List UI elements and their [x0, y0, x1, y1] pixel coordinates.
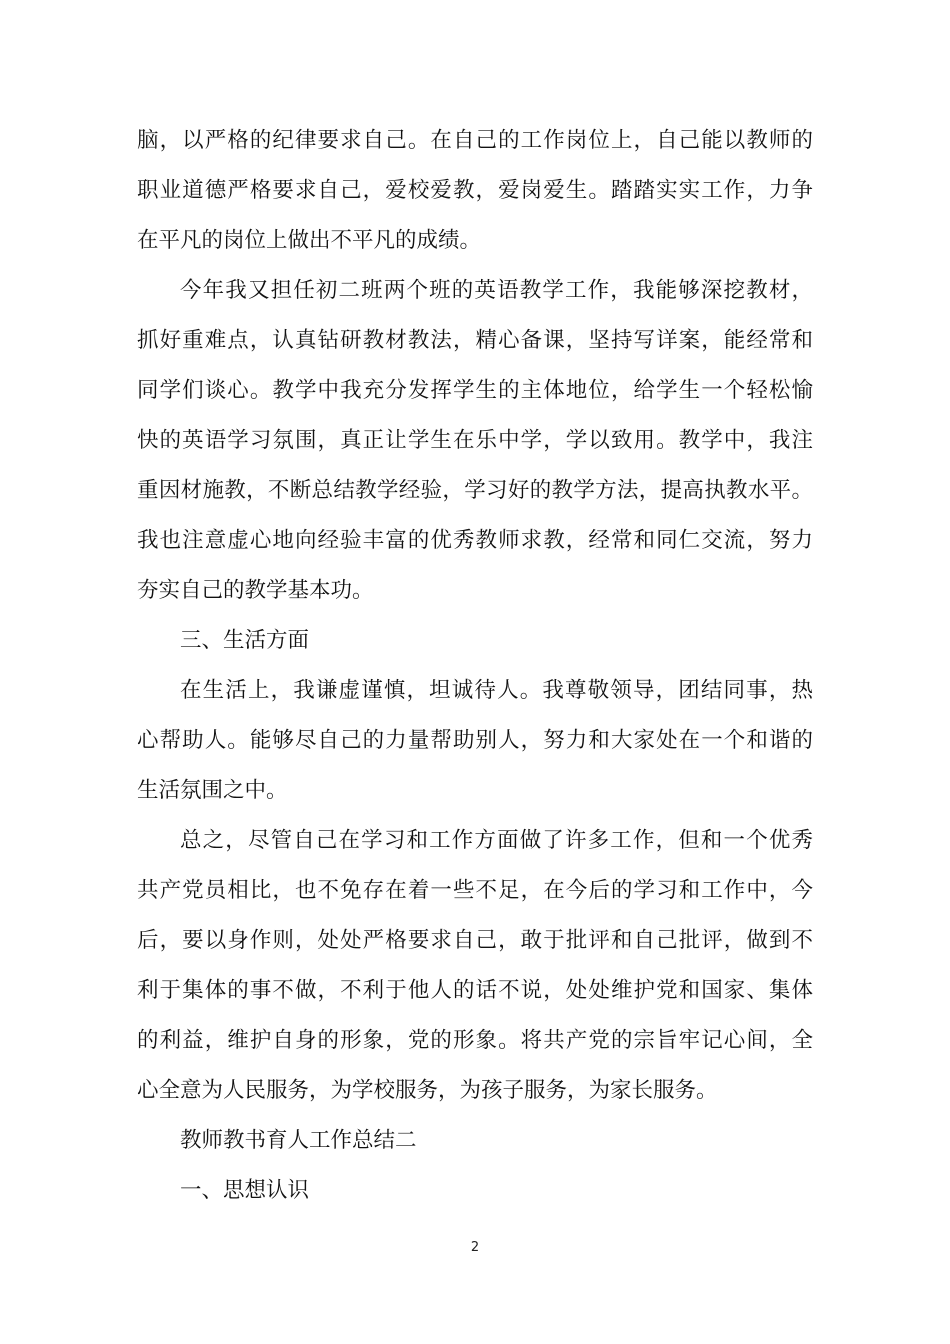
text-line: 共产党员相比，也不免存在着一些不足，在今后的学习和工作中，今 — [137, 878, 813, 903]
text-line: 快的英语学习氛围，真正让学生在乐中学，学以致用。教学中，我注 — [137, 428, 813, 453]
text-line: 利于集体的事不做，不利于他人的话不说，处处维护党和国家、集体 — [137, 978, 813, 1003]
text-line: 抓好重难点，认真钻研教材教法，精心备课，坚持写详案，能经常和 — [137, 328, 813, 353]
text-line: 我也注意虚心地向经验丰富的优秀教师求教，经常和同仁交流，努力 — [137, 528, 813, 553]
text-line: 心帮助人。能够尽自己的力量帮助别人，努力和大家处在一个和谐的 — [137, 728, 813, 753]
text-line: 总之，尽管自己在学习和工作方面做了许多工作，但和一个优秀 — [180, 828, 813, 853]
text-line: 的利益，维护自身的形象，党的形象。将共产党的宗旨牢记心间，全 — [137, 1028, 813, 1053]
text-line: 后，要以身作则，处处严格要求自己，敢于批评和自己批评，做到不 — [137, 928, 813, 953]
text-line: 在平凡的岗位上做出不平凡的成绩。 — [137, 228, 482, 253]
text-line: 心全意为人民服务，为学校服务，为孩子服务，为家长服务。 — [137, 1078, 718, 1103]
text-line: 夯实自己的教学基本功。 — [137, 578, 374, 603]
text-line: 脑，以严格的纪律要求自己。在自己的工作岗位上，自己能以教师的 — [137, 128, 813, 153]
text-line: 重因材施教，不断总结教学经验，学习好的教学方法，提高执教水平。 — [137, 478, 813, 503]
text-line: 在生活上，我谦虚谨慎，坦诚待人。我尊敬领导，团结同事，热 — [180, 678, 813, 703]
text-line: 今年我又担任初二班两个班的英语教学工作，我能够深挖教材， — [180, 278, 813, 303]
text-line: 同学们谈心。教学中我充分发挥学生的主体地位，给学生一个轻松愉 — [137, 378, 813, 403]
page-number: 2 — [470, 1240, 480, 1255]
text-line: 教师教书育人工作总结二 — [180, 1128, 417, 1153]
text-line: 职业道德严格要求自己，爱校爱教，爱岗爱生。踏踏实实工作，力争 — [137, 178, 813, 203]
text-line: 一、思想认识 — [180, 1178, 310, 1203]
text-line: 三、生活方面 — [180, 628, 310, 653]
text-line: 生活氛围之中。 — [137, 778, 288, 803]
document-body — [137, 116, 813, 1216]
